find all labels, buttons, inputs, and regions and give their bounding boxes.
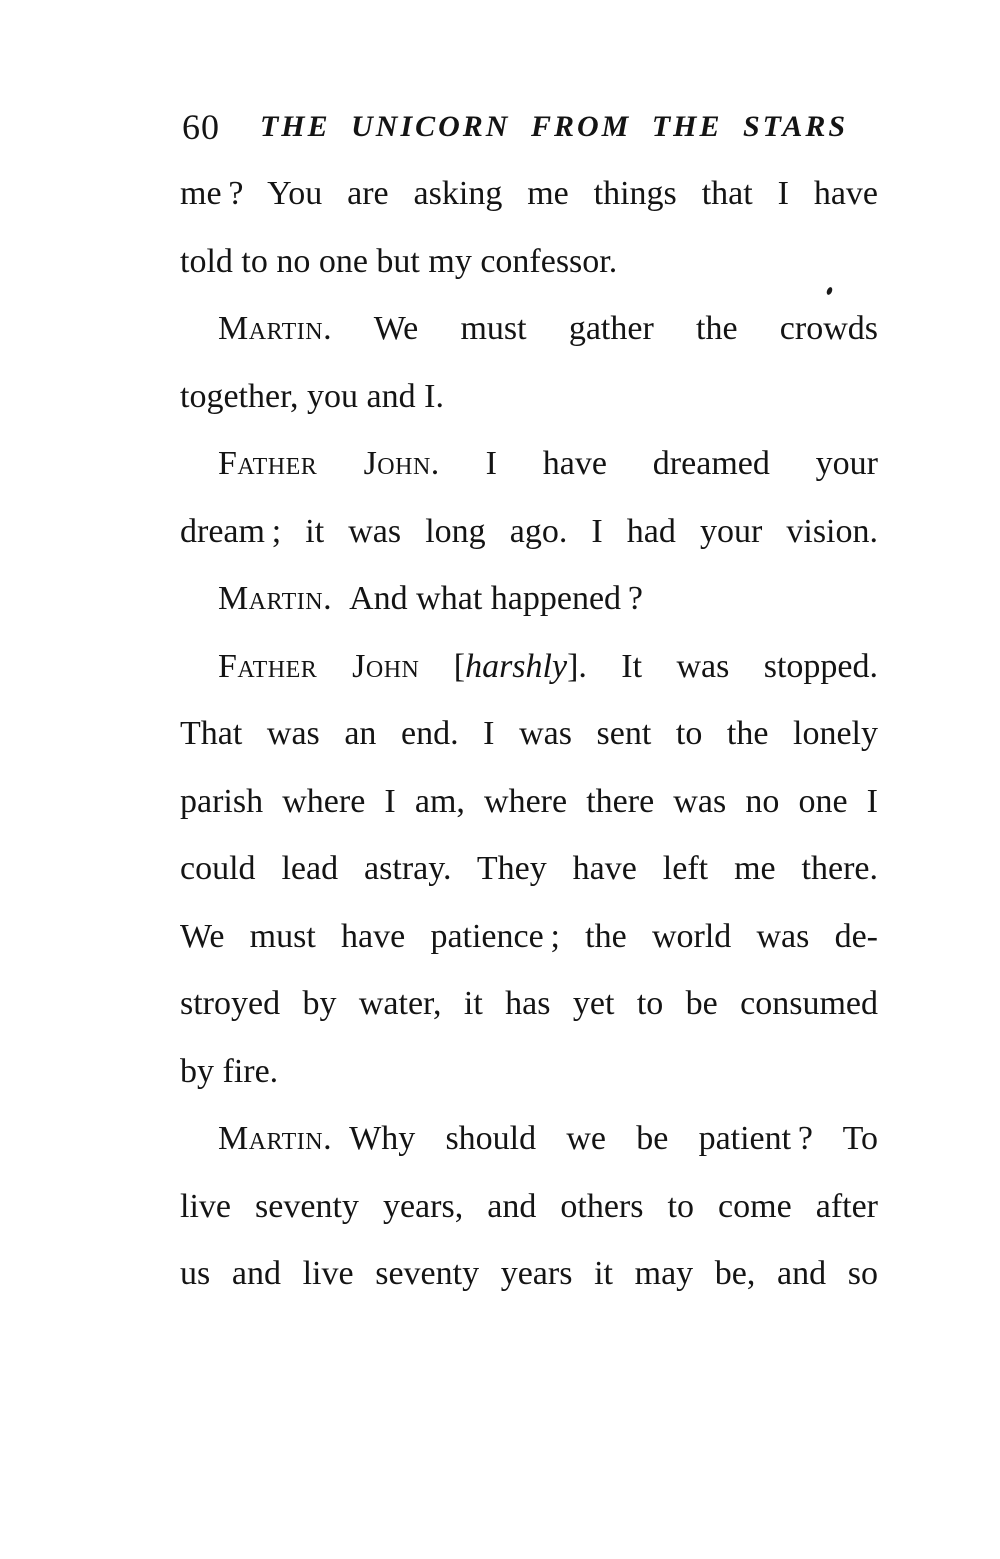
text-run: Why should we be patient ? To xyxy=(332,1120,878,1157)
text-run: We must gather the crowds xyxy=(332,310,878,347)
text-run: us and live seventy years it may be, and so xyxy=(180,1255,878,1292)
running-title: THE UNICORN FROM THE STARS xyxy=(259,110,849,143)
stage-direction: harshly xyxy=(465,647,568,685)
text-run: I have dreamed your xyxy=(439,445,879,482)
text-run: dream ; it was long ago. I had your vision. xyxy=(180,512,878,550)
text-run: told to no one but my confessor. xyxy=(180,242,618,280)
page-number: 60 xyxy=(182,107,220,147)
speaker-name: Martin. xyxy=(218,1120,333,1157)
text-run: That was an end. I was sent to the lonely xyxy=(180,715,878,752)
text-line xyxy=(180,633,878,701)
text-run: by fire. xyxy=(180,1052,279,1090)
text-line xyxy=(180,565,878,633)
text-line xyxy=(180,1038,878,1106)
text-run: live seventy years, and others to come after xyxy=(180,1187,878,1225)
text-line xyxy=(180,228,878,296)
text-run: And what happened ? xyxy=(332,580,643,617)
text-run: We must have patience ; the world was de- xyxy=(180,917,878,955)
speaker-name: Martin. xyxy=(218,580,333,617)
text-run: me ? You are asking me things that I have xyxy=(180,175,878,212)
text-line xyxy=(180,903,878,971)
text-run: could lead astray. They have left me there. xyxy=(180,850,878,887)
text-line xyxy=(180,363,878,431)
text-line xyxy=(180,1240,878,1308)
text-line xyxy=(180,1105,878,1173)
text-run: [ xyxy=(419,647,466,685)
text-line xyxy=(180,700,878,768)
text-run: stroyed by water, it has yet to be consumed xyxy=(180,985,878,1022)
text-run: together, you and I. xyxy=(180,377,444,415)
text-line xyxy=(180,1173,878,1241)
text-run: parish where I am, where there was no one I xyxy=(180,782,878,820)
text-line xyxy=(180,970,878,1038)
speaker-name: Father John. xyxy=(218,445,440,482)
speaker-name: Father John xyxy=(218,647,420,685)
text-line xyxy=(180,430,878,498)
running-head xyxy=(180,104,878,148)
text-line xyxy=(180,160,878,228)
speaker-name: Martin. xyxy=(218,310,333,347)
text-line xyxy=(180,768,878,836)
page-body xyxy=(180,160,878,1308)
text-line xyxy=(180,498,878,566)
text-line xyxy=(180,835,878,903)
text-line xyxy=(180,295,878,363)
text-run: ]. It was stopped. xyxy=(567,647,878,685)
